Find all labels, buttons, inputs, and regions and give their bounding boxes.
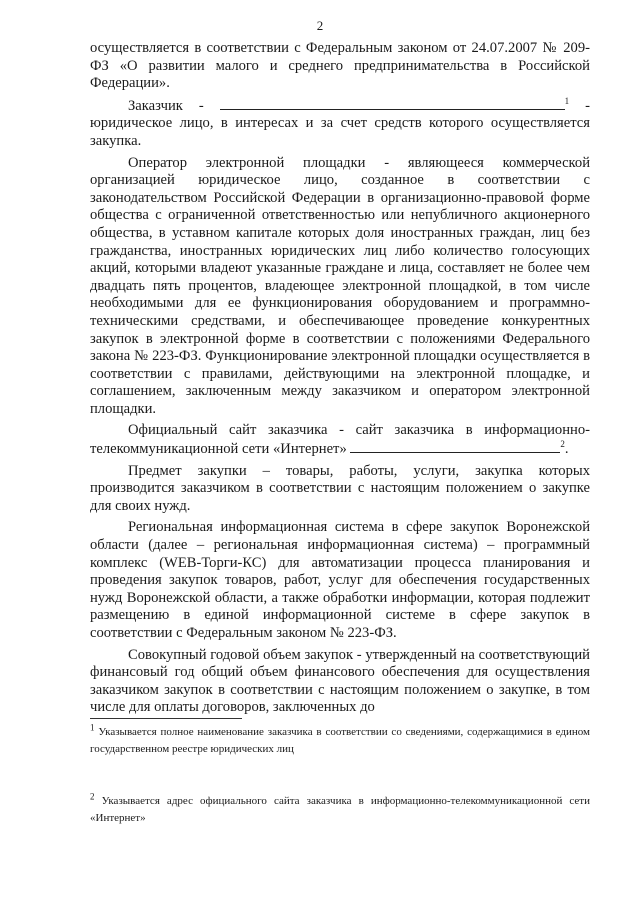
footnote-ref-1: 1: [564, 95, 570, 106]
footnote-2-text: Указывается адрес официального сайта заказчика в информационно-телекоммуникационной сети «Интернет»: [90, 795, 590, 824]
paragraph-annual-volume: Совокупный годовой объем закупок - утвержденный на соответствующий финансовый год общий объем финансового обеспечения для осуществления заказчиком закупок в соответствии с настоящим положением о закупке, в том числе для оплаты договоров, заключенных до: [90, 646, 590, 716]
customer-term: Заказчик -: [128, 97, 204, 114]
footnote-2-mark: 2: [90, 791, 95, 802]
official-site-blank: [350, 440, 560, 453]
footnote-1: [90, 724, 590, 758]
paragraph-official-site-definition: [90, 422, 590, 458]
official-site-end: .: [564, 441, 569, 458]
page-number: 2: [316, 18, 324, 33]
footnote-1-text: Указывается полное наименование заказчика в соответствии со сведениями, содержащимися в едином государственном реестре юридических лиц: [90, 726, 590, 755]
paragraph-customer-definition: [90, 97, 590, 151]
customer-name-blank: [220, 97, 565, 110]
footnote-2: [90, 793, 590, 827]
official-site-text: Официальный сайт заказчика - сайт заказчика в информационно-телекоммуникационной сети «Интернет»: [90, 422, 590, 458]
paragraph-procurement-subject: Предмет закупки – товары, работы, услуги, закупка которых производится заказчиком в соответствии с настоящим положением о закупке для своих нужд.: [90, 462, 590, 514]
footnote-ref-2: 2: [560, 439, 565, 450]
paragraph-regional-system: Региональная информационная система в сфере закупок Воронежской области (далее – региональная информационная система) – программный комплекс (WEB-Торги-КС) для автоматизации процесса планирования и проведения закупок товаров, работ, услуг для обеспечения государственных нужд Воронежской области, а также обработки информации, которая подлежит размещению в единой информационной системе в сфере закупок в соответствии с Федеральным законом № 223-ФЗ.: [90, 519, 590, 641]
footnote-separator: [90, 718, 242, 719]
paragraph-continuation: осуществляется в соответствии с Федеральным законом от 24.07.2007 № 209-ФЗ «О развитии малого и среднего предпринимательства в Российской Федерации».: [90, 40, 590, 92]
footnote-1-mark: 1: [90, 722, 95, 733]
paragraph-operator-definition: Оператор электронной площадки - являющееся коммерческой организацией юридическое лицо, созданное в соответствии с законодательством Российской Федерации в организационно-правовой форме общества с ограниченной ответственностью или непубличного акционерного общества, в уставном капитале которых доля иностранных граждан, лиц без гражданства, иностранных юридических лиц либо количество голосующих акций, которыми владеют указанные граждане и лица, составляет не более чем двадцать пять процентов, владеющее электронной площадкой, в том числе необходимыми для ее функционирования оборудованием и программно-техническими средствами, и обеспечивающее проведение конкурентных закупок в электронной форме в соответствии с положениями Федерального закона № 223-ФЗ. Функционирование электронной площадки осуществляется в соответствии с правилами, действующими на электронной площадке, и соглашением, заключенным между заказчиком и оператором электронной площадки.: [90, 154, 590, 417]
customer-definition-text: - юридическое лицо, в интересах и за счет средств которого осуществляется закупка.: [90, 97, 590, 149]
document-body: [90, 40, 590, 721]
